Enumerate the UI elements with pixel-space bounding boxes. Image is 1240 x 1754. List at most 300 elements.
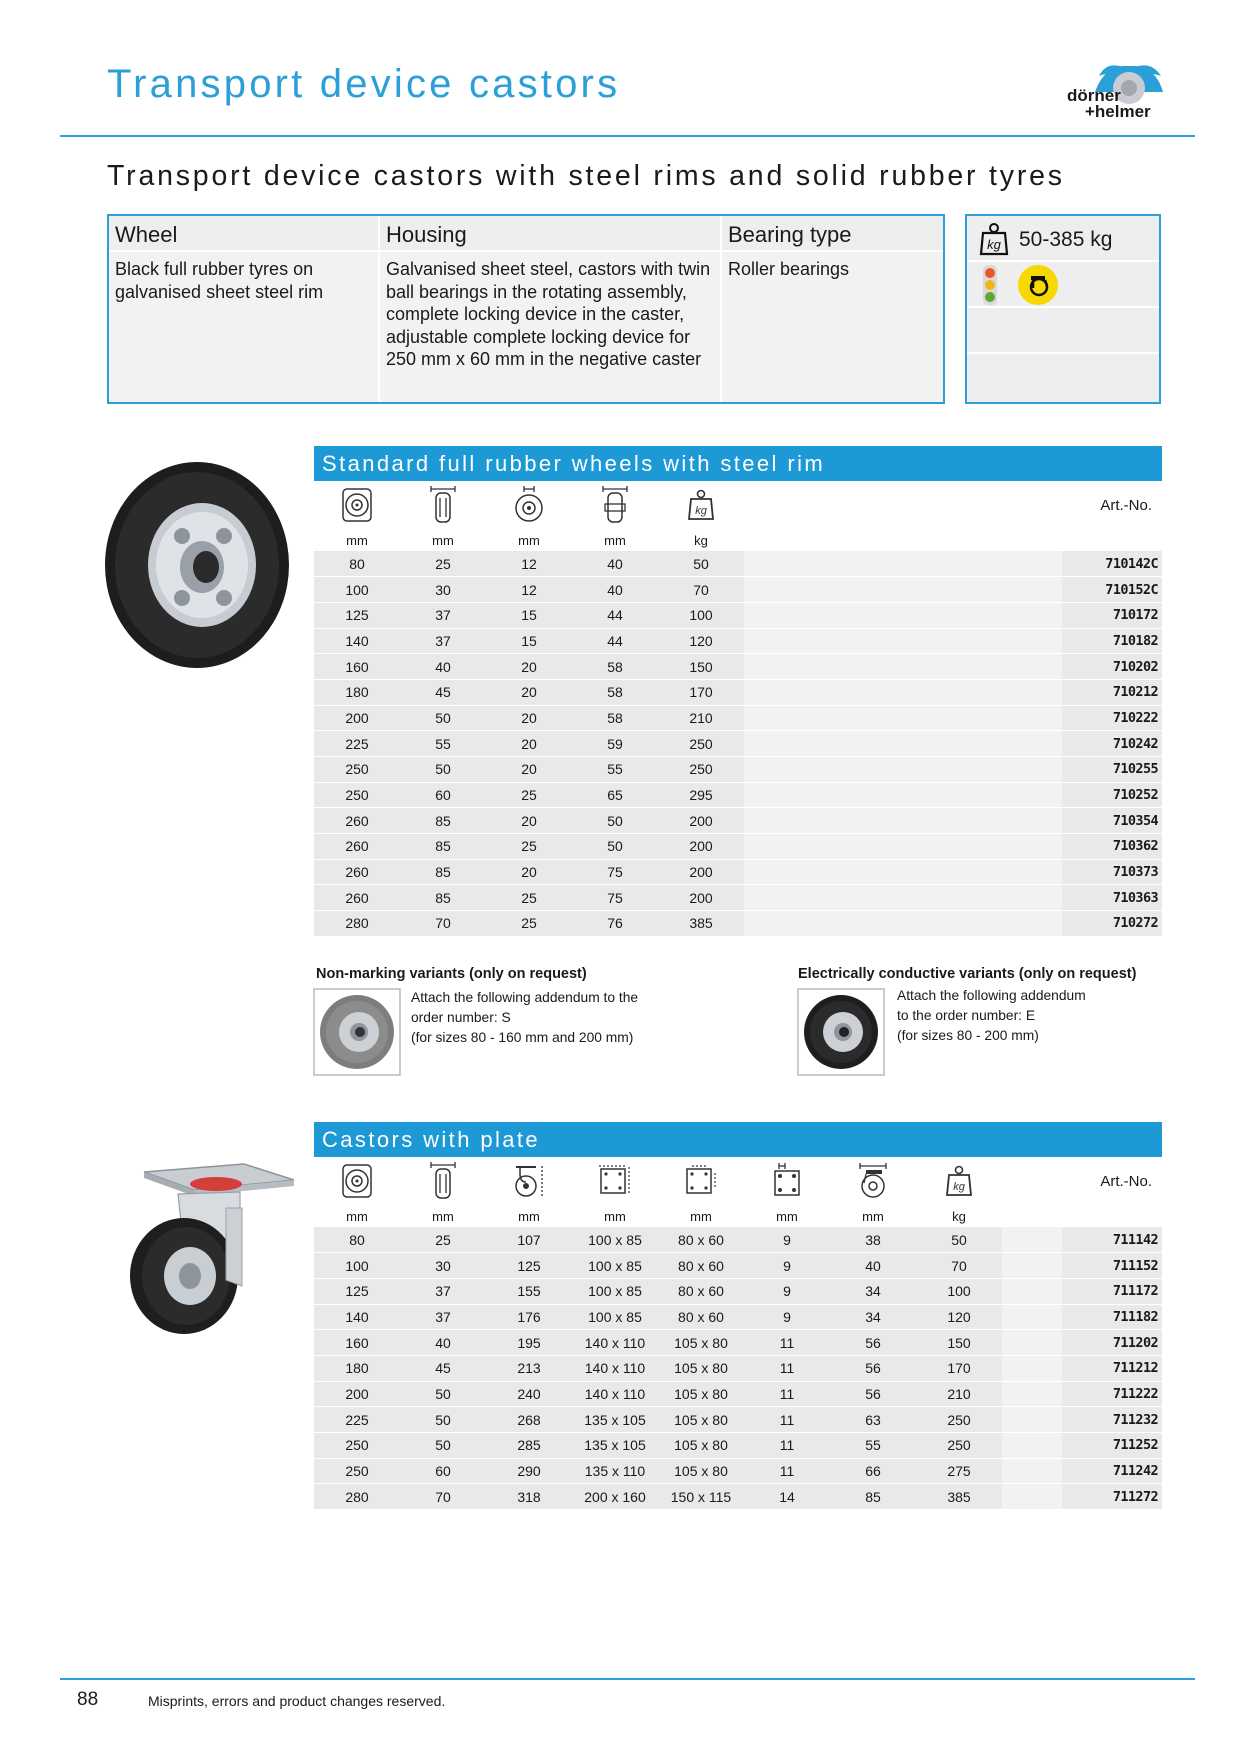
table-cell: 100 <box>314 1253 400 1279</box>
table-cell: 40 <box>572 551 658 577</box>
row-spacer <box>744 679 1062 705</box>
table-cell: 9 <box>744 1304 830 1330</box>
table-cell: 318 <box>486 1484 572 1510</box>
table-cell: 37 <box>400 1304 486 1330</box>
row-spacer <box>744 731 1062 757</box>
table-cell: 25 <box>486 834 572 860</box>
castors-table <box>314 1157 1162 1510</box>
art-no-label: Art.-No. <box>1062 1157 1162 1205</box>
table-cell: 56 <box>830 1355 916 1381</box>
load-capacity-box <box>965 214 1161 404</box>
table-cell: 20 <box>486 705 572 731</box>
table-row <box>314 1330 1162 1356</box>
kg-weight-icon <box>979 222 1009 256</box>
article-number: 711252 <box>1062 1433 1162 1459</box>
spec-column-housing <box>380 216 722 402</box>
wheel-diameter-icon <box>314 481 400 529</box>
table-row <box>314 808 1162 834</box>
table-row <box>314 1253 1162 1279</box>
row-spacer <box>744 705 1062 731</box>
table-cell: 25 <box>400 551 486 577</box>
table-cell: 11 <box>744 1458 830 1484</box>
article-number: 710242 <box>1062 731 1162 757</box>
table-row <box>314 1458 1162 1484</box>
table-cell: 120 <box>916 1304 1002 1330</box>
article-number: 710172 <box>1062 602 1162 628</box>
article-number: 711242 <box>1062 1458 1162 1484</box>
row-spacer <box>744 782 1062 808</box>
article-number: 710152C <box>1062 577 1162 603</box>
table-cell: 200 x 160 <box>572 1484 658 1510</box>
table-row <box>314 1278 1162 1304</box>
svg-text:kg: kg <box>695 505 707 517</box>
row-spacer <box>744 859 1062 885</box>
article-number: 710222 <box>1062 705 1162 731</box>
table-cell: 50 <box>400 757 486 783</box>
black-wheel-thumbnail <box>797 988 885 1076</box>
unit-label: mm <box>572 1205 658 1227</box>
non-marking-line: Attach the following addendum to the <box>411 990 639 1005</box>
table-cell: 20 <box>486 808 572 834</box>
table-cell: 160 <box>314 654 400 680</box>
svg-text:kg: kg <box>987 237 1001 252</box>
row-spacer <box>1002 1484 1062 1510</box>
table-row <box>314 654 1162 680</box>
table-cell: 105 x 80 <box>658 1355 744 1381</box>
table-cell: 40 <box>400 1330 486 1356</box>
castors-unit-row <box>314 1205 1162 1227</box>
table-row <box>314 1227 1162 1253</box>
article-number: 710142C <box>1062 551 1162 577</box>
unit-label: kg <box>916 1205 1002 1227</box>
table-cell: 105 x 80 <box>658 1407 744 1433</box>
table-cell: 70 <box>400 911 486 937</box>
article-number: 710363 <box>1062 885 1162 911</box>
table-cell: 85 <box>400 859 486 885</box>
table-cell: 15 <box>486 628 572 654</box>
table-cell: 100 x 85 <box>572 1227 658 1253</box>
unit-label: mm <box>400 529 486 551</box>
table-cell: 250 <box>916 1433 1002 1459</box>
table-cell: 25 <box>486 885 572 911</box>
article-number: 711272 <box>1062 1484 1162 1510</box>
unit-label: mm <box>744 1205 830 1227</box>
row-spacer <box>744 654 1062 680</box>
page-number: 88 <box>77 1689 99 1710</box>
table-cell: 55 <box>400 731 486 757</box>
table-cell: 75 <box>572 859 658 885</box>
table-cell: 155 <box>486 1278 572 1304</box>
article-number: 711182 <box>1062 1304 1162 1330</box>
table-cell: 11 <box>744 1381 830 1407</box>
table-cell: 85 <box>400 885 486 911</box>
table-row <box>314 1381 1162 1407</box>
table-cell: 170 <box>916 1355 1002 1381</box>
table-row <box>314 1484 1162 1510</box>
table-cell: 200 <box>314 705 400 731</box>
row-spacer <box>1002 1458 1062 1484</box>
table-cell: 280 <box>314 1484 400 1510</box>
table-cell: 34 <box>830 1278 916 1304</box>
table-cell: 107 <box>486 1227 572 1253</box>
table-cell: 58 <box>572 679 658 705</box>
non-marking-description <box>411 988 651 1048</box>
article-number: 711212 <box>1062 1355 1162 1381</box>
load-capacity-icon <box>916 1157 1002 1205</box>
table-cell: 44 <box>572 602 658 628</box>
table-cell: 56 <box>830 1330 916 1356</box>
table-cell: 100 x 85 <box>572 1253 658 1279</box>
table-cell: 250 <box>658 757 744 783</box>
unit-label: mm <box>400 1205 486 1227</box>
table-cell: 225 <box>314 1407 400 1433</box>
row-spacer <box>744 628 1062 654</box>
article-number: 710354 <box>1062 808 1162 834</box>
castors-icon-row <box>314 1157 1162 1205</box>
spec-table <box>107 214 945 404</box>
table-cell: 66 <box>830 1458 916 1484</box>
table-cell: 9 <box>744 1253 830 1279</box>
table-cell: 37 <box>400 628 486 654</box>
table-cell: 80 x 60 <box>658 1253 744 1279</box>
table-cell: 11 <box>744 1330 830 1356</box>
table-cell: 250 <box>314 757 400 783</box>
spec-column-bearing <box>722 216 943 402</box>
row-spacer <box>1002 1253 1062 1279</box>
table-cell: 75 <box>572 885 658 911</box>
table-cell: 38 <box>830 1227 916 1253</box>
row-spacer <box>1002 1278 1062 1304</box>
table-cell: 195 <box>486 1330 572 1356</box>
table-row <box>314 782 1162 808</box>
table-cell: 80 x 60 <box>658 1227 744 1253</box>
table-cell: 105 x 80 <box>658 1433 744 1459</box>
table-cell: 250 <box>658 731 744 757</box>
table-cell: 210 <box>658 705 744 731</box>
row-spacer <box>744 885 1062 911</box>
table-cell: 85 <box>400 808 486 834</box>
table-cell: 50 <box>658 551 744 577</box>
unit-label: mm <box>658 1205 744 1227</box>
swivel-radius-icon <box>830 1157 916 1205</box>
table-cell: 55 <box>572 757 658 783</box>
table-cell: 9 <box>744 1227 830 1253</box>
plate-size-icon <box>572 1157 658 1205</box>
article-number: 711202 <box>1062 1330 1162 1356</box>
table-cell: 200 <box>658 885 744 911</box>
table-cell: 37 <box>400 1278 486 1304</box>
table-cell: 40 <box>572 577 658 603</box>
table-row <box>314 628 1162 654</box>
non-marking-line: order number: S <box>411 1010 511 1025</box>
row-spacer <box>744 551 1062 577</box>
row-spacer <box>744 757 1062 783</box>
wheel-width-icon <box>400 1157 486 1205</box>
wheels-table <box>314 481 1162 937</box>
grey-wheel-thumbnail <box>313 988 401 1076</box>
row-spacer <box>1002 1381 1062 1407</box>
wheels-icon-row <box>314 481 1162 529</box>
row-spacer <box>744 602 1062 628</box>
traffic-light-icon <box>980 265 1000 305</box>
row-spacer <box>1002 1227 1062 1253</box>
table-row <box>314 731 1162 757</box>
table-cell: 59 <box>572 731 658 757</box>
table-cell: 20 <box>486 859 572 885</box>
table-cell: 70 <box>658 577 744 603</box>
load-range-row <box>967 216 1159 262</box>
spec-value-bearing: Roller bearings <box>722 252 943 402</box>
conductive-line: (for sizes 80 - 200 mm) <box>897 1028 1039 1043</box>
table-cell: 250 <box>314 782 400 808</box>
unit-label: mm <box>314 529 400 551</box>
table-cell: 100 <box>916 1278 1002 1304</box>
article-number: 710182 <box>1062 628 1162 654</box>
table-cell: 11 <box>744 1407 830 1433</box>
table-cell: 260 <box>314 885 400 911</box>
table-cell: 15 <box>486 602 572 628</box>
table-cell: 50 <box>572 808 658 834</box>
table-cell: 250 <box>916 1407 1002 1433</box>
table-cell: 55 <box>830 1433 916 1459</box>
icon-row-spacer <box>1002 1157 1062 1205</box>
article-number: 711152 <box>1062 1253 1162 1279</box>
row-spacer <box>744 911 1062 937</box>
conductive-line: Attach the following addendum <box>897 988 1086 1003</box>
table-cell: 40 <box>830 1253 916 1279</box>
row-spacer <box>1002 1304 1062 1330</box>
wheels-section-bar: Standard full rubber wheels with steel rim <box>314 446 1162 481</box>
table-cell: 285 <box>486 1433 572 1459</box>
table-cell: 100 x 85 <box>572 1304 658 1330</box>
wheel-width-icon <box>400 481 486 529</box>
table-cell: 200 <box>314 1381 400 1407</box>
table-cell: 125 <box>486 1253 572 1279</box>
table-cell: 250 <box>314 1433 400 1459</box>
table-cell: 125 <box>314 602 400 628</box>
table-row <box>314 679 1162 705</box>
table-cell: 213 <box>486 1355 572 1381</box>
table-row <box>314 834 1162 860</box>
spec-header-bearing: Bearing type <box>722 216 943 252</box>
article-number: 710362 <box>1062 834 1162 860</box>
table-row <box>314 757 1162 783</box>
table-cell: 260 <box>314 834 400 860</box>
table-cell: 50 <box>916 1227 1002 1253</box>
table-row <box>314 1355 1162 1381</box>
table-cell: 60 <box>400 782 486 808</box>
hub-length-icon <box>572 481 658 529</box>
table-cell: 50 <box>400 1381 486 1407</box>
table-cell: 12 <box>486 551 572 577</box>
table-cell: 20 <box>486 731 572 757</box>
table-cell: 240 <box>486 1381 572 1407</box>
caster-symbol-icon <box>1017 264 1059 306</box>
table-cell: 70 <box>400 1484 486 1510</box>
table-cell: 9 <box>744 1278 830 1304</box>
table-cell: 50 <box>572 834 658 860</box>
article-number: 710272 <box>1062 911 1162 937</box>
table-cell: 140 <box>314 1304 400 1330</box>
unit-label: mm <box>486 529 572 551</box>
non-marking-line: (for sizes 80 - 160 mm and 200 mm) <box>411 1030 634 1045</box>
table-cell: 180 <box>314 1355 400 1381</box>
table-cell: 80 x 60 <box>658 1278 744 1304</box>
table-cell: 20 <box>486 679 572 705</box>
table-cell: 58 <box>572 654 658 680</box>
table-cell: 100 x 85 <box>572 1278 658 1304</box>
table-cell: 260 <box>314 859 400 885</box>
article-number: 710252 <box>1062 782 1162 808</box>
table-cell: 14 <box>744 1484 830 1510</box>
table-row <box>314 911 1162 937</box>
icon-row-spacer <box>744 481 1062 529</box>
article-number: 711222 <box>1062 1381 1162 1407</box>
table-cell: 105 x 80 <box>658 1381 744 1407</box>
suitability-row <box>967 262 1159 308</box>
table-cell: 268 <box>486 1407 572 1433</box>
table-cell: 25 <box>486 782 572 808</box>
unit-label: mm <box>314 1205 400 1227</box>
table-cell: 225 <box>314 731 400 757</box>
load-box-empty-row-1 <box>967 308 1159 354</box>
table-cell: 295 <box>658 782 744 808</box>
table-cell: 25 <box>486 911 572 937</box>
article-number: 710212 <box>1062 679 1162 705</box>
unit-label: mm <box>486 1205 572 1227</box>
table-cell: 58 <box>572 705 658 731</box>
castors-section-bar: Castors with plate <box>314 1122 1162 1157</box>
company-logo <box>1065 46 1193 126</box>
footer-divider <box>60 1678 1195 1680</box>
table-cell: 60 <box>400 1458 486 1484</box>
table-row <box>314 1407 1162 1433</box>
table-cell: 385 <box>916 1484 1002 1510</box>
conductive-line: to the order number: E <box>897 1008 1036 1023</box>
table-cell: 63 <box>830 1407 916 1433</box>
table-cell: 385 <box>658 911 744 937</box>
table-cell: 100 <box>314 577 400 603</box>
table-cell: 135 x 105 <box>572 1407 658 1433</box>
table-cell: 250 <box>314 1458 400 1484</box>
table-cell: 160 <box>314 1330 400 1356</box>
table-row <box>314 1433 1162 1459</box>
table-row <box>314 551 1162 577</box>
bore-diameter-icon <box>486 481 572 529</box>
table-cell: 40 <box>400 654 486 680</box>
disclaimer-note: Misprints, errors and product changes reserved. <box>148 1693 446 1709</box>
table-cell: 37 <box>400 602 486 628</box>
total-height-icon <box>486 1157 572 1205</box>
table-cell: 200 <box>658 808 744 834</box>
table-cell: 200 <box>658 834 744 860</box>
logo-text-top: dörner <box>1067 86 1121 105</box>
table-cell: 76 <box>572 911 658 937</box>
table-cell: 80 x 60 <box>658 1304 744 1330</box>
table-cell: 56 <box>830 1381 916 1407</box>
table-cell: 105 x 80 <box>658 1458 744 1484</box>
table-row <box>314 602 1162 628</box>
table-cell: 135 x 105 <box>572 1433 658 1459</box>
table-cell: 20 <box>486 654 572 680</box>
table-cell: 140 x 110 <box>572 1381 658 1407</box>
article-number: 711232 <box>1062 1407 1162 1433</box>
article-number: 710202 <box>1062 654 1162 680</box>
title-divider <box>60 135 1195 137</box>
article-number: 711172 <box>1062 1278 1162 1304</box>
table-cell: 50 <box>400 1433 486 1459</box>
table-cell: 275 <box>916 1458 1002 1484</box>
page-subtitle: Transport device castors with steel rims and solid rubber tyres <box>107 160 1065 192</box>
spec-header-housing: Housing <box>380 216 720 252</box>
logo-text-bottom: +helmer <box>1085 102 1151 121</box>
table-cell: 140 <box>314 628 400 654</box>
row-spacer <box>1002 1355 1062 1381</box>
swivel-castor-image <box>116 1158 306 1338</box>
table-cell: 150 <box>658 654 744 680</box>
page-title: Transport device castors <box>107 62 621 106</box>
table-cell: 200 <box>658 859 744 885</box>
conductive-description <box>897 986 1137 1046</box>
unit-label: mm <box>572 529 658 551</box>
table-cell: 70 <box>916 1253 1002 1279</box>
row-spacer <box>744 808 1062 834</box>
table-cell: 30 <box>400 1253 486 1279</box>
hole-spacing-icon <box>658 1157 744 1205</box>
row-spacer <box>1002 1407 1062 1433</box>
bolt-hole-icon <box>744 1157 830 1205</box>
table-cell: 12 <box>486 577 572 603</box>
row-spacer <box>1002 1433 1062 1459</box>
table-cell: 11 <box>744 1355 830 1381</box>
table-cell: 50 <box>400 705 486 731</box>
table-cell: 150 x 115 <box>658 1484 744 1510</box>
table-cell: 11 <box>744 1433 830 1459</box>
row-spacer <box>744 834 1062 860</box>
table-cell: 85 <box>400 834 486 860</box>
table-cell: 50 <box>400 1407 486 1433</box>
rubber-wheel-image <box>102 460 292 670</box>
unit-label: kg <box>658 529 744 551</box>
spec-value-wheel: Black full rubber tyres on galvanised sheet steel rim <box>109 252 378 402</box>
table-cell: 140 x 110 <box>572 1330 658 1356</box>
table-cell: 260 <box>314 808 400 834</box>
table-cell: 45 <box>400 679 486 705</box>
table-cell: 45 <box>400 1355 486 1381</box>
article-number: 711142 <box>1062 1227 1162 1253</box>
spec-column-wheel <box>109 216 380 402</box>
conductive-title: Electrically conductive variants (only on request) <box>798 966 1137 982</box>
table-cell: 176 <box>486 1304 572 1330</box>
table-row <box>314 577 1162 603</box>
table-row <box>314 705 1162 731</box>
table-cell: 120 <box>658 628 744 654</box>
table-row <box>314 885 1162 911</box>
table-cell: 85 <box>830 1484 916 1510</box>
non-marking-title: Non-marking variants (only on request) <box>316 966 587 982</box>
load-box-empty-row-2 <box>967 354 1159 400</box>
row-spacer <box>744 577 1062 603</box>
table-cell: 125 <box>314 1278 400 1304</box>
table-cell: 180 <box>314 679 400 705</box>
art-no-label: Art.-No. <box>1062 481 1162 529</box>
table-cell: 80 <box>314 551 400 577</box>
table-cell: 280 <box>314 911 400 937</box>
article-number: 710255 <box>1062 757 1162 783</box>
table-cell: 80 <box>314 1227 400 1253</box>
table-cell: 150 <box>916 1330 1002 1356</box>
spec-value-housing: Galvanised sheet steel, castors with twin ball bearings in the rotating assembly, complete locking device in the caster, adjustable complete locking device for 250 mm x 60 mm in the negative caster <box>380 252 720 402</box>
